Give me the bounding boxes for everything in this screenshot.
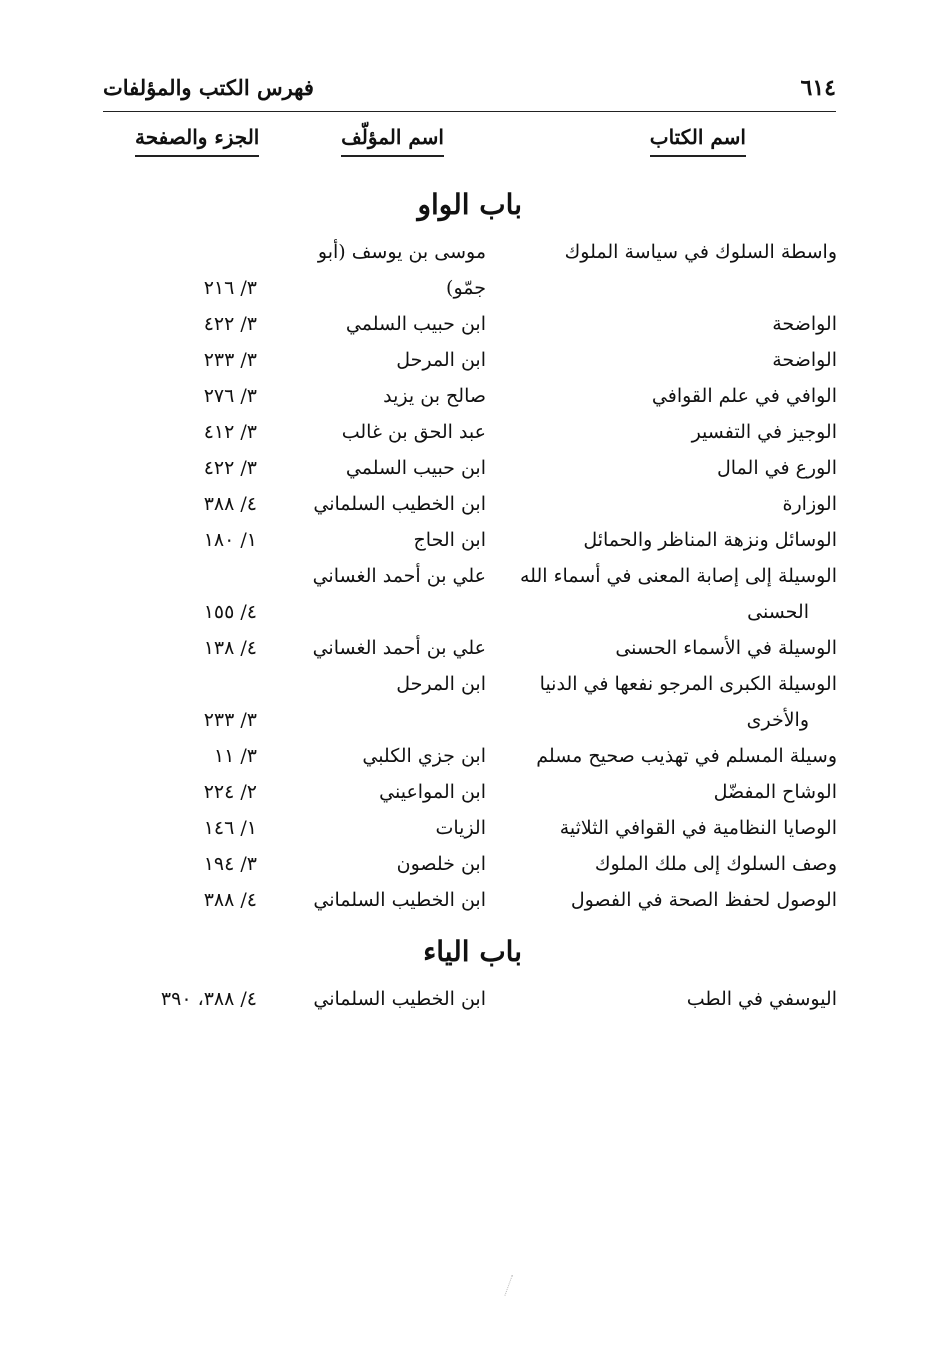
book-title: الوصايا النظامية في القوافي الثلاثية (559, 817, 837, 839)
page-number: ٦١٤ (800, 75, 836, 101)
author-name: الزيات (435, 817, 486, 839)
book-title: الوسيلة الكبرى المرجو نفعها في الدنيا (539, 673, 837, 695)
author-name: ابن المواعيني (379, 781, 486, 803)
book-title: الواضحة (772, 313, 837, 335)
part-page-ref: ٣/ ٢٧٦ (203, 385, 257, 407)
section-title: باب الياء (423, 935, 522, 968)
author-name: ابن حبيب السلمي (345, 313, 486, 335)
author-name: ابن الخطيب السلماني (313, 988, 486, 1010)
part-page-ref: ١/ ١٨٠ (203, 529, 257, 551)
author-name: علي بن أحمد الغساني (312, 565, 486, 587)
column-header-book: اسم الكتاب (650, 125, 746, 157)
author-name: صالح بن يزيد (383, 385, 486, 407)
author-name: ابن المرحل (396, 349, 486, 371)
book-title: الوسيلة في الأسماء الحسنى (615, 637, 837, 659)
book-title: الوشاح المفضّل (713, 781, 837, 803)
book-title: الواضحة (772, 349, 837, 371)
part-page-ref: ٣/ ٢٣٣ (203, 709, 257, 731)
author-name: موسى بن يوسف (أبو (317, 241, 486, 263)
book-title: وسيلة المسلم في تهذيب صحيح مسلم (536, 745, 837, 767)
part-page-ref: ٣/ ٤١٢ (203, 421, 257, 443)
section-title: باب الواو (417, 188, 522, 221)
author-name: جمّو) (446, 277, 486, 299)
part-page-ref: ٤/ ١٥٥ (203, 601, 257, 623)
author-name: ابن الخطيب السلماني (313, 493, 486, 515)
part-page-ref: ٣/ ٤٢٢ (203, 457, 257, 479)
part-page-ref: ٤/ ١٣٨ (203, 637, 257, 659)
book-title: الوجيز في التفسير (691, 421, 837, 443)
author-name: ابن جزي الكلبي (362, 745, 486, 767)
book-title: اليوسفي في الطب (686, 988, 837, 1010)
author-name: ابن الحاج (413, 529, 486, 551)
book-title: الورع في المال (716, 457, 837, 479)
part-page-ref: ١/ ١٤٦ (203, 817, 257, 839)
part-page-ref: ٤/ ٣٨٨ (203, 889, 257, 911)
author-name: ابن المرحل (396, 673, 486, 695)
header-rule (103, 111, 836, 112)
part-page-ref: ٤/ ٣٨٨ (203, 493, 257, 515)
author-name: ابن حبيب السلمي (345, 457, 486, 479)
part-page-ref: ٣/ ٢١٦ (203, 277, 257, 299)
book-title: الوسيلة إلى إصابة المعنى في أسماء الله (520, 565, 837, 587)
author-name: ابن خلصون (396, 853, 486, 875)
part-page-ref: ٣/ ١٩٤ (203, 853, 257, 875)
part-page-ref: ٣/ ٤٢٢ (203, 313, 257, 335)
book-title: الوصول لحفظ الصحة في الفصول (570, 889, 837, 911)
book-title: واسطة السلوك في سياسة الملوك (564, 241, 837, 263)
book-title: الحسنى (747, 601, 809, 623)
book-title: وصف السلوك إلى ملك الملوك (594, 853, 837, 875)
author-name: عبد الحق بن غالب (341, 421, 486, 443)
book-title: الوافي في علم القوافي (651, 385, 837, 407)
running-head (103, 75, 836, 111)
book-title: والأخرى (746, 709, 809, 731)
paper-mark (504, 1275, 516, 1297)
author-name: ابن الخطيب السلماني (313, 889, 486, 911)
book-title: الوسائل ونزهة المناظر والحمائل (583, 529, 837, 551)
column-header-part-page: الجزء والصفحة (135, 125, 259, 157)
book-title: الوزارة (782, 493, 837, 515)
part-page-ref: ٣/ ١١ (213, 745, 257, 767)
column-header-author: اسم المؤلّف (341, 125, 444, 157)
running-title: فهرس الكتب والمؤلفات (103, 75, 314, 100)
author-name: علي بن أحمد الغساني (312, 637, 486, 659)
part-page-ref: ٤/ ٣٨٨، ٣٩٠ (160, 988, 257, 1010)
part-page-ref: ٣/ ٢٣٣ (203, 349, 257, 371)
part-page-ref: ٢/ ٢٢٤ (203, 781, 257, 803)
